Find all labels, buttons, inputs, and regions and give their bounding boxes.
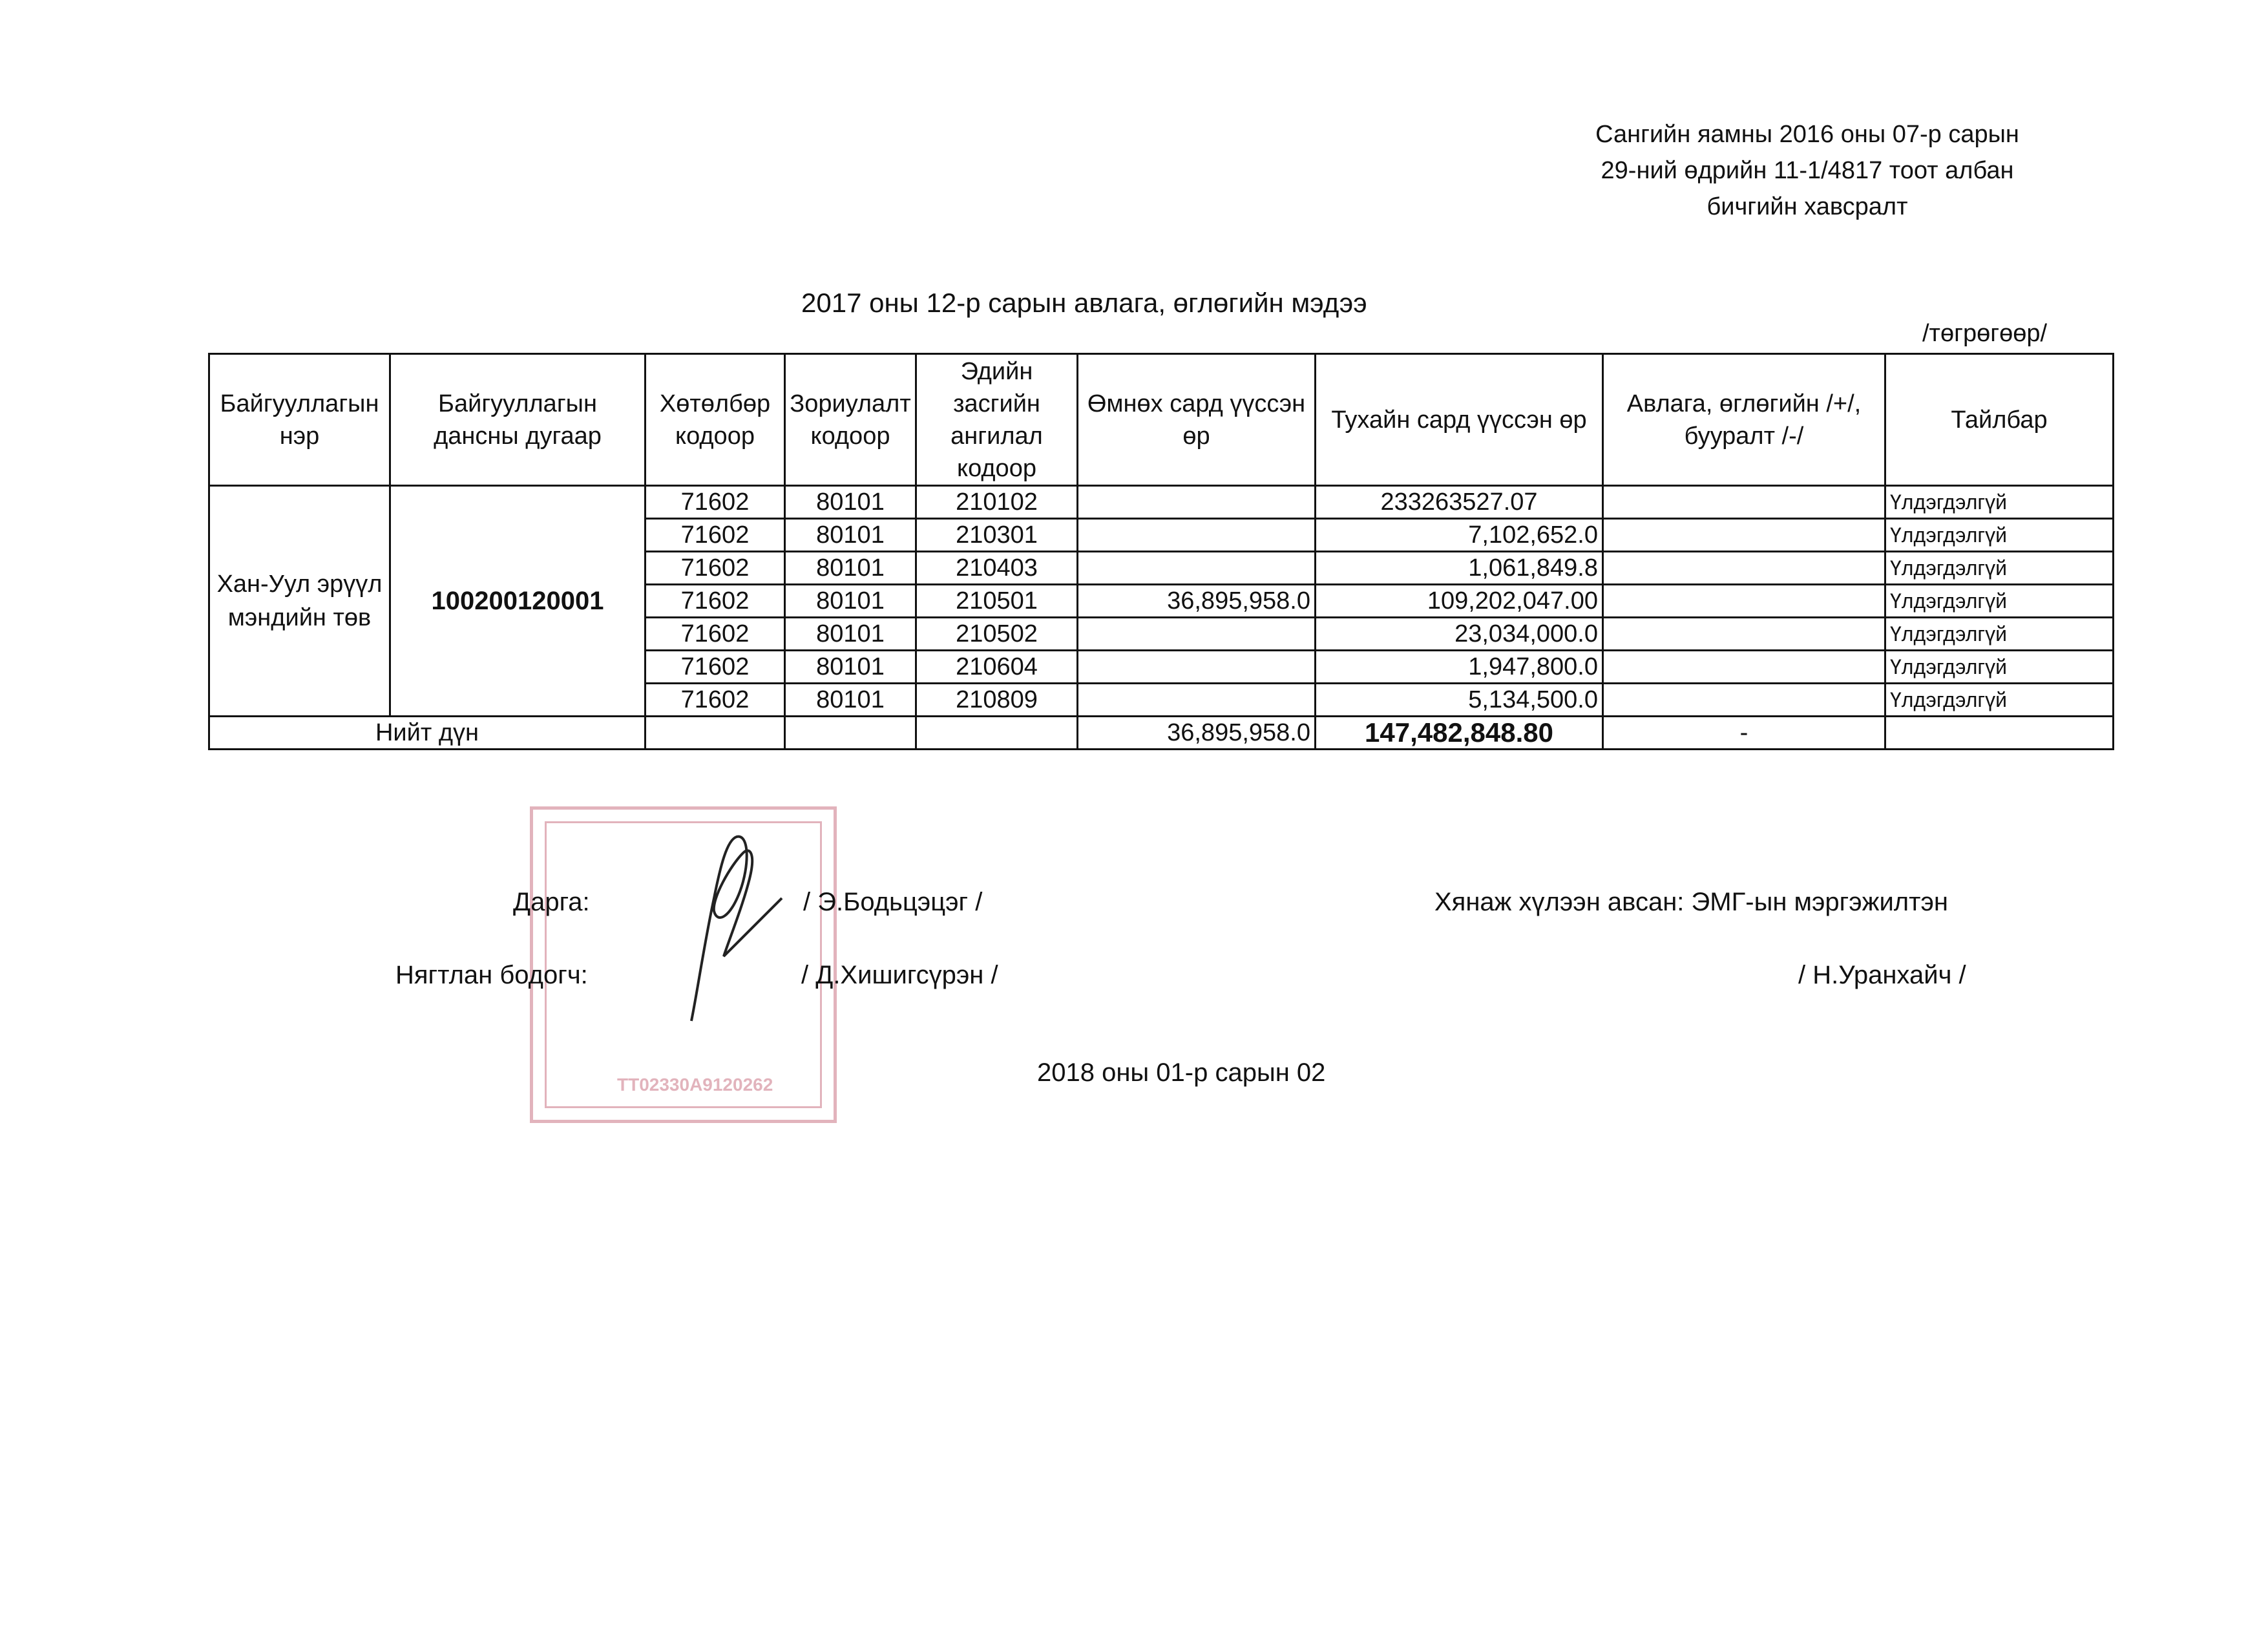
note-cell: Үлдэгдэлгүй [1885, 585, 2114, 618]
program-cell: 71602 [646, 651, 785, 684]
prev-debt-cell [1078, 618, 1316, 651]
curr-debt-cell: 7,102,652.0 [1316, 519, 1603, 552]
econ-cell: 210501 [916, 585, 1078, 618]
econ-cell: 210502 [916, 618, 1078, 651]
attachment-note-line2: 29-ний өдрийн 11-1/4817 тоот албан [1601, 157, 2014, 184]
program-cell: 71602 [646, 519, 785, 552]
col-header-purpose: Зориулалт кодоор [785, 354, 916, 486]
col-header-change: Авлага, өглөгийн /+/, бууралт /-/ [1603, 354, 1885, 486]
change-cell [1603, 552, 1885, 585]
program-cell: 71602 [646, 486, 785, 519]
col-header-curr-debt: Тухайн сард үүссэн өр [1316, 354, 1603, 486]
purpose-cell: 80101 [785, 684, 916, 717]
total-econ-cell [916, 717, 1078, 750]
table-header-row [209, 354, 2114, 486]
total-row [209, 717, 2114, 750]
total-curr-debt: 147,482,848.80 [1316, 717, 1603, 750]
col-header-program: Хөтөлбөр кодоор [646, 354, 785, 486]
col-header-prev-debt: Өмнөх сард үүссэн өр [1078, 354, 1316, 486]
reviewer-name: / Н.Уранхайч / [1798, 961, 1966, 989]
director-signature [653, 827, 795, 1027]
total-label: Нийт дүн [209, 717, 646, 750]
change-cell [1603, 519, 1885, 552]
col-header-account: Байгууллагын дансны дугаар [390, 354, 646, 486]
change-cell [1603, 684, 1885, 717]
change-cell [1603, 585, 1885, 618]
director-name: / Э.Бодьцэцэг / [803, 888, 983, 916]
reviewer-label: Хянаж хүлээн авсан: ЭМГ-ын мэргэжилтэн [1434, 888, 1948, 916]
purpose-cell: 80101 [785, 618, 916, 651]
attachment-note-line1: Сангийн яамны 2016 оны 07-р сарын [1595, 121, 2019, 148]
stamp-number: ТТ02330А9120262 [617, 1075, 773, 1095]
curr-debt-cell: 1,947,800.0 [1316, 651, 1603, 684]
total-note-cell [1885, 717, 2114, 750]
econ-cell: 210403 [916, 552, 1078, 585]
note-cell: Үлдэгдэлгүй [1885, 486, 2114, 519]
total-program-cell [646, 717, 785, 750]
document-date: 2018 оны 01-р сарын 02 [1037, 1058, 1326, 1087]
col-header-org-name: Байгууллагын нэр [209, 354, 390, 486]
program-cell: 71602 [646, 552, 785, 585]
econ-cell: 210809 [916, 684, 1078, 717]
director-label: Дарга: [513, 888, 590, 916]
note-cell: Үлдэгдэлгүй [1885, 552, 2114, 585]
program-cell: 71602 [646, 684, 785, 717]
econ-cell: 210604 [916, 651, 1078, 684]
program-cell: 71602 [646, 585, 785, 618]
prev-debt-cell [1078, 486, 1316, 519]
table-row [209, 486, 2114, 519]
curr-debt-cell: 5,134,500.0 [1316, 684, 1603, 717]
econ-cell: 210301 [916, 519, 1078, 552]
change-cell [1603, 486, 1885, 519]
attachment-note-line3: бичгийн хавсралт [1706, 193, 1908, 220]
curr-debt-cell: 109,202,047.00 [1316, 585, 1603, 618]
purpose-cell: 80101 [785, 552, 916, 585]
change-cell [1603, 618, 1885, 651]
note-cell: Үлдэгдэлгүй [1885, 519, 2114, 552]
curr-debt-cell: 233263527.07 [1316, 486, 1603, 519]
purpose-cell: 80101 [785, 651, 916, 684]
currency-unit-note: /төгрөгөөр/ [1922, 320, 2048, 347]
total-change: - [1603, 717, 1885, 750]
col-header-note: Тайлбар [1885, 354, 2114, 486]
total-purpose-cell [785, 717, 916, 750]
curr-debt-cell: 23,034,000.0 [1316, 618, 1603, 651]
prev-debt-cell [1078, 651, 1316, 684]
debt-report-table [208, 353, 2114, 750]
prev-debt-cell [1078, 519, 1316, 552]
document-title: 2017 оны 12-р сарын авлага, өглөгийн мэдээ [801, 288, 1367, 318]
org-name-cell: Хан-Уул эрүүл мэндийн төв [209, 486, 390, 717]
note-cell: Үлдэгдэлгүй [1885, 684, 2114, 717]
change-cell [1603, 651, 1885, 684]
note-cell: Үлдэгдэлгүй [1885, 651, 2114, 684]
prev-debt-cell: 36,895,958.0 [1078, 585, 1316, 618]
accountant-name: / Д.Хишигсүрэн / [801, 961, 998, 989]
program-cell: 71602 [646, 618, 785, 651]
col-header-econ: Эдийн засгийн ангилал кодоор [916, 354, 1078, 486]
note-cell: Үлдэгдэлгүй [1885, 618, 2114, 651]
prev-debt-cell [1078, 552, 1316, 585]
prev-debt-cell [1078, 684, 1316, 717]
purpose-cell: 80101 [785, 585, 916, 618]
total-prev-debt: 36,895,958.0 [1078, 717, 1316, 750]
accountant-label: Нягтлан бодогч: [395, 961, 588, 989]
purpose-cell: 80101 [785, 519, 916, 552]
econ-cell: 210102 [916, 486, 1078, 519]
account-number-cell: 100200120001 [390, 486, 646, 717]
curr-debt-cell: 1,061,849.8 [1316, 552, 1603, 585]
attachment-note [1517, 116, 2098, 225]
purpose-cell: 80101 [785, 486, 916, 519]
